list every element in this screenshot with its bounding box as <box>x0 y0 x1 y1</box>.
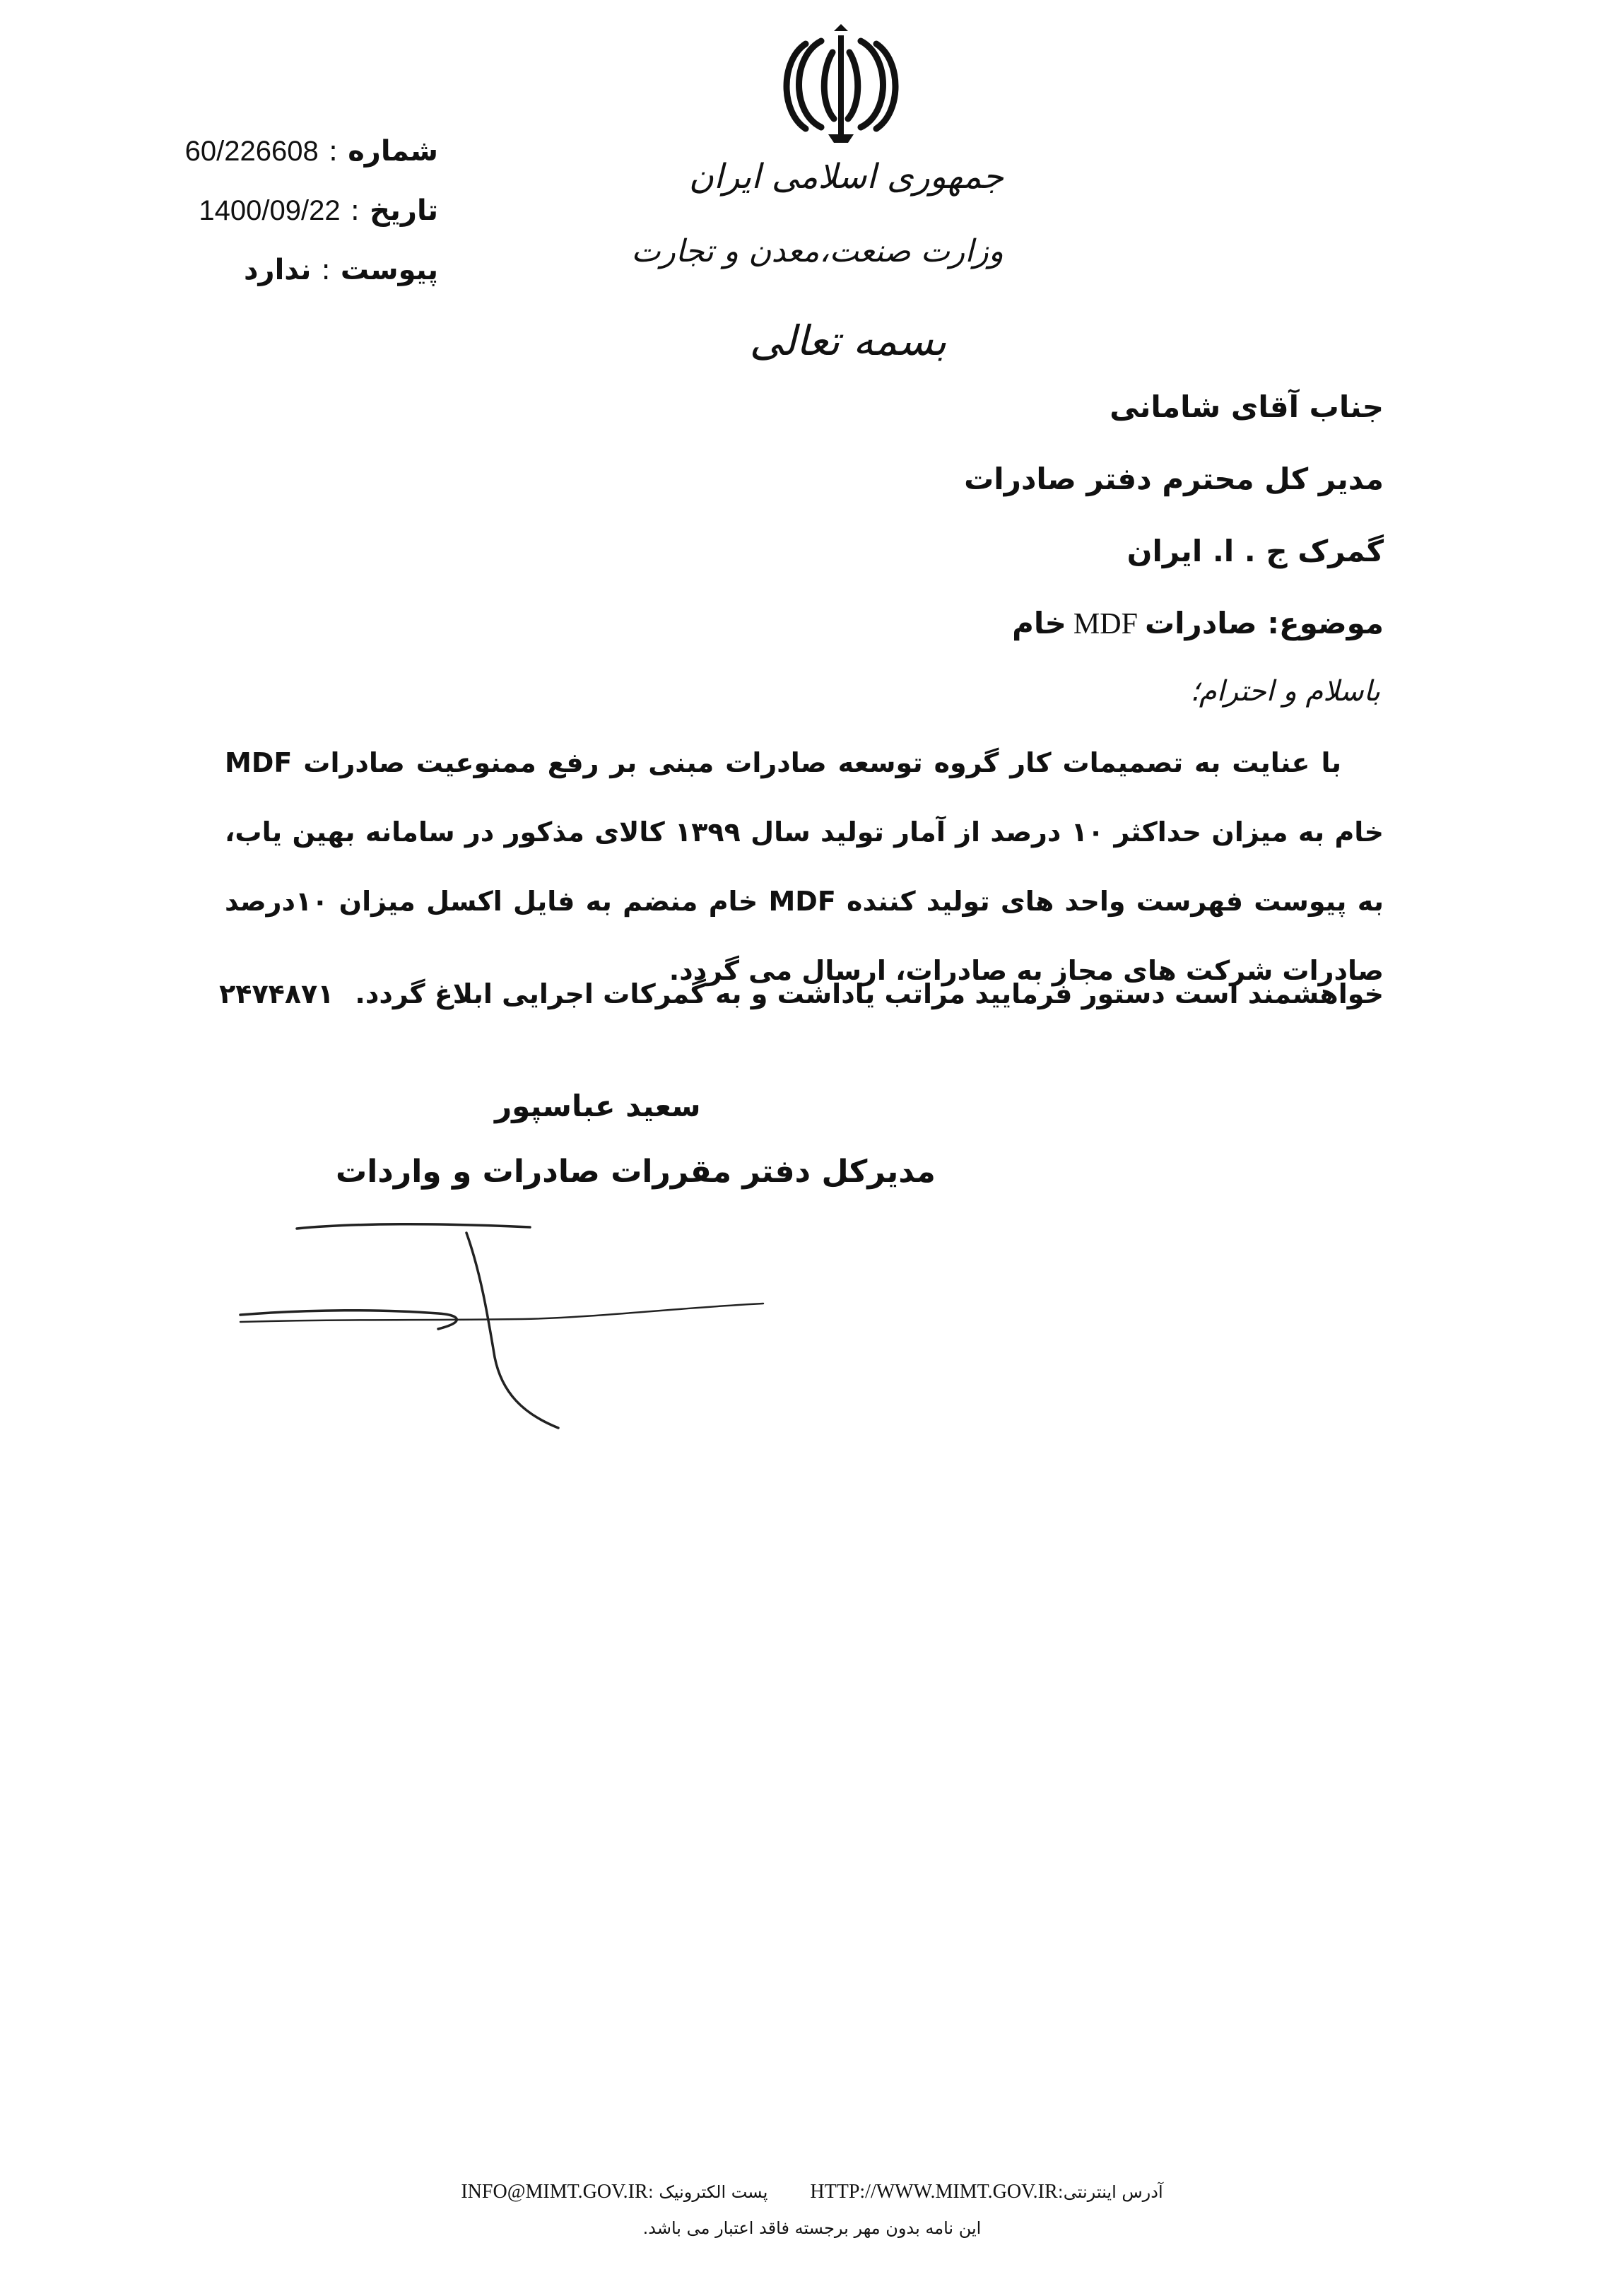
header-ministry: وزارت صنعت،معدن و تجارت <box>631 233 1004 269</box>
meta-colon: : <box>328 135 339 168</box>
reference-number: ۲۴۷۴۸۷۱ <box>219 978 334 1009</box>
header-country: جمهوری اسلامی ایران <box>688 157 1004 197</box>
handwritten-signature-icon <box>226 1216 777 1442</box>
footer-email-label: پست الکترونیک : <box>647 2182 768 2202</box>
meta-colon: : <box>321 254 331 286</box>
closing-text: خواهشمند است دستور فرمایید مراتب یاداشت و به گمرکات اجرایی ابلاغ گردد. <box>355 978 1384 1009</box>
meta-number-row <box>141 122 438 181</box>
footer-website-label: آدرس اینترنتی: <box>1057 2182 1163 2202</box>
meta-date-value: 1400/09/22 <box>199 195 341 226</box>
meta-attachment-row <box>141 240 438 300</box>
letter-meta <box>141 122 438 300</box>
meta-number-label: شماره <box>348 135 438 168</box>
addressee-organization: گمرک ج . ا. ایران <box>1126 534 1384 568</box>
signer-title: مدیرکل دفتر مقررات صادرات و واردات <box>336 1154 936 1190</box>
subject-suffix: خام <box>1012 606 1066 640</box>
meta-attachment-value: ندارد <box>244 254 312 286</box>
letter-subject <box>748 587 1384 660</box>
addressee-name: جناب آقای شامانی <box>1110 390 1384 424</box>
addressee-position: مدیر کل محترم دفتر صادرات <box>964 462 1384 496</box>
header-bism: بسمه تعالی <box>749 317 947 365</box>
meta-date-label: تاریخ <box>370 194 438 227</box>
footer-website[interactable]: HTTP://WWW.MIMT.GOV.IR <box>810 2181 1058 2203</box>
footer-email[interactable]: INFO@MIMT.GOV.IR <box>461 2181 648 2203</box>
iran-emblem-icon <box>777 21 905 148</box>
letter-body <box>225 728 1384 1005</box>
meta-colon: : <box>350 194 360 227</box>
footer-validity-note: این نامه بدون مهر برجسته فاقد اعتبار می باشد. <box>642 2218 982 2238</box>
letter-closing <box>219 966 1384 1022</box>
signer-name: سعید عباسپور <box>495 1089 701 1123</box>
subject-prefix: موضوع: صادرات <box>1144 606 1384 640</box>
letter-greeting: باسلام و احترام؛ <box>1190 675 1380 708</box>
meta-date-row <box>141 181 438 240</box>
addressee-block <box>748 371 1384 660</box>
meta-attachment-label: پیوست <box>340 254 438 286</box>
footer-contact <box>0 2181 1624 2203</box>
subject-mdf: MDF <box>1073 608 1138 640</box>
letter-body-text: با عنایت به تصمیمات کار گروه توسعه صادرات مبنی بر رفع ممنوعیت صادرات MDF خام به میزان حداکثر ۱۰ درصد از آمار تولید سال ۱۳۹۹ کالای مذکور در سامانه بهین یاب، به پیوست فهرست واحد های تولید کننده MDF خام منضم به فایل اکسل میزان ۱۰درصد صادرات شرکت های مجاز به صادرات، ارسال می گردد. <box>225 747 1384 986</box>
meta-number-value: 60/226608 <box>184 136 319 167</box>
